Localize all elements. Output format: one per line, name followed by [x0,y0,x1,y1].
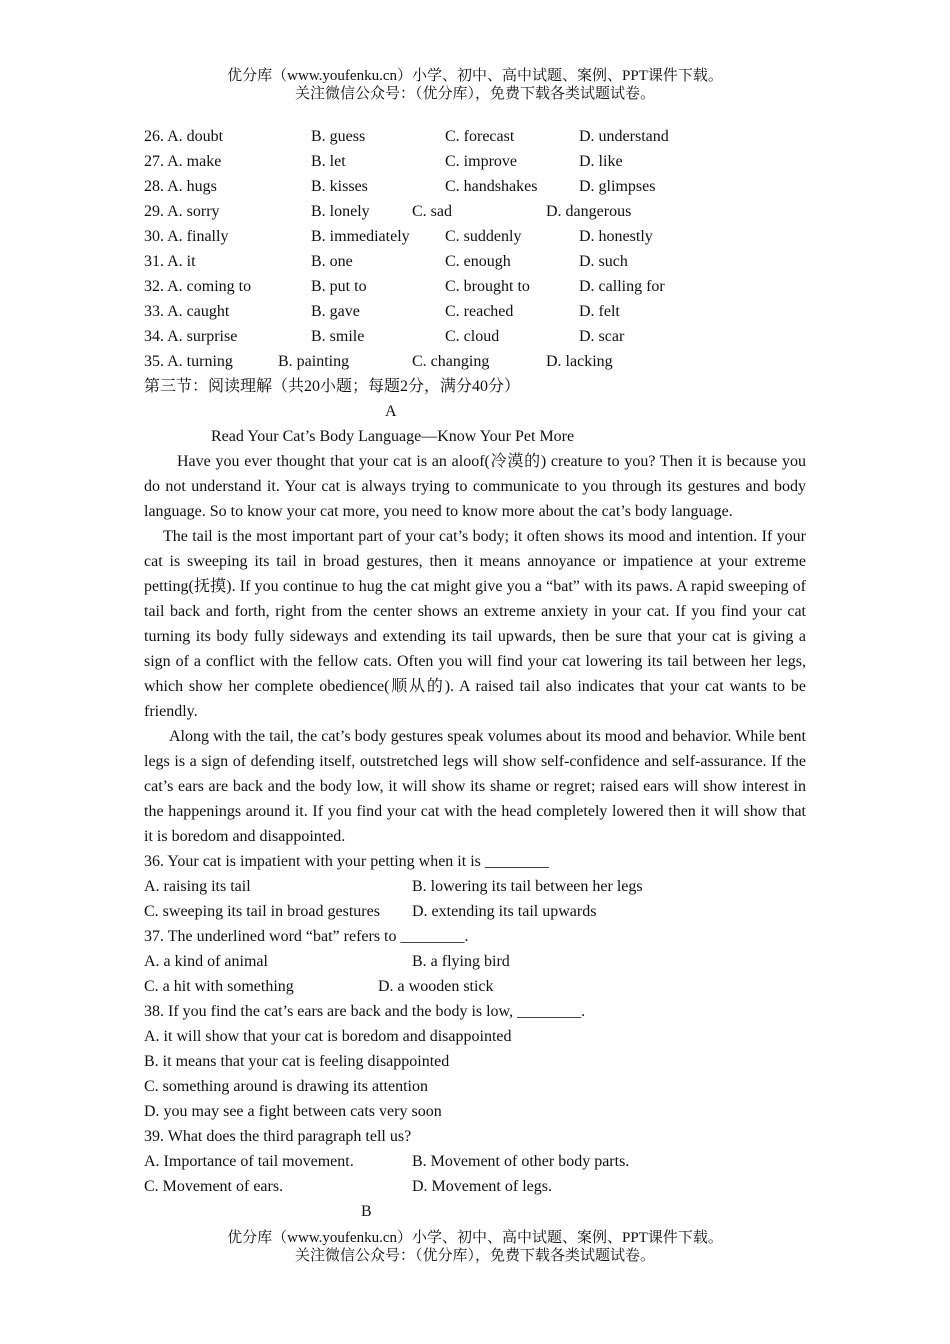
option-a: 33. A. caught [144,303,230,320]
cloze-item-32 [144,274,806,299]
option-b: B. a flying bird [412,953,510,970]
footer-line-2: 关注微信公众号：（优分库），免费下载各类试题试卷。 [294,1248,655,1264]
cloze-options [144,124,806,374]
option-row [144,899,806,924]
option-a: 34. A. surprise [144,328,238,345]
page-header-top [0,67,950,103]
passage-a-paragraph-3: Along with the tail, the cat’s body gestures speak volumes about its mood and behavior. While bent legs is a sign of defending itself, outstretched legs will show self-confidence and self-assurance. If the cat’s ears are back and the body low, it will show its shame or regret; raised ears will show interest in the happenings around it. If you find your cat with the head completely lowered then it will show that it is boredom and disappointed. [144,728,806,845]
option-b: B. lonely [311,203,370,220]
option-a: 28. A. hugs [144,178,217,195]
cloze-item-34 [144,324,806,349]
passage-b-label: B [361,1203,372,1220]
option-c: C. brought to [445,278,530,295]
option-b: B. lowering its tail between her legs [412,878,643,895]
option-c: C. sad [412,203,452,220]
footer-line-1: 优分库（www.youfenku.cn）小学、初中、高中试题、案例、PPT课件下载。 [227,1230,723,1246]
option-d: D. such [579,253,628,270]
option-a: 30. A. finally [144,228,229,245]
option-a: A. a kind of animal [144,953,268,970]
option-b: B. put to [311,278,367,295]
option-d: D. calling for [579,278,665,295]
question-39 [144,1124,806,1199]
option-c: C. reached [445,303,514,320]
question-38 [144,999,806,1124]
option-a: 32. A. coming to [144,278,252,295]
option-a: 35. A. turning [144,353,233,370]
option-d: D. extending its tail upwards [412,903,597,920]
option-d: D. you may see a fight between cats very soon [144,1103,442,1120]
passage-a-title: Read Your Cat’s Body Language—Know Your Pet More [211,428,575,445]
option-c: C. enough [445,253,511,270]
option-row [144,949,806,974]
option-row [144,1174,806,1199]
option-a: 29. A. sorry [144,203,220,220]
option-d: D. glimpses [579,178,656,195]
option-d: D. understand [579,128,669,145]
option-c: C. Movement of ears. [144,1178,284,1195]
option-d: D. Movement of legs. [412,1178,552,1195]
option-b: B. let [311,153,346,170]
option-b: B. one [311,253,353,270]
header-line-1: 优分库（www.youfenku.cn）小学、初中、高中试题、案例、PPT课件下载。 [227,68,723,84]
option-d: D. a wooden stick [378,978,494,995]
option-c: C. handshakes [445,178,538,195]
option-a: 26. A. doubt [144,128,224,145]
option-a: A. raising its tail [144,878,251,895]
option-b: B. guess [311,128,366,145]
option-row [144,1149,806,1174]
question-stem: 37. The underlined word “bat” refers to ________. [144,928,469,945]
option-c: C. forecast [445,128,515,145]
page-header-bottom [0,1229,950,1265]
option-a: 27. A. make [144,153,222,170]
exam-content [144,124,806,1224]
cloze-item-33 [144,299,806,324]
option-b: B. it means that your cat is feeling disappointed [144,1053,450,1070]
option-d: D. felt [579,303,620,320]
option-d: D. scar [579,328,625,345]
option-a: A. Importance of tail movement. [144,1153,354,1170]
option-d: D. like [579,153,623,170]
option-c: C. sweeping its tail in broad gestures [144,903,380,920]
question-stem: 39. What does the third paragraph tell us? [144,1128,412,1145]
passage-a-paragraph-2: The tail is the most important part of your cat’s body; it often shows its mood and intention. If your cat is sweeping its tail in broad gestures, then it means annoyance or impatience at your extreme petting(抚摸). If you continue to hug the cat might give you a “bat” with its paws. A rapid sweeping of tail back and forth, right from the center shows an extreme anxiety in your cat. If you find your cat turning its body fully sideways and extending its tail upwards, then be sure that your cat is giving a sign of a conflict with the fellow cats. Often you will find your cat lowering its tail between her legs, which show her complete obedience(顺从的). A raised tail also indicates that your cat wants to be friendly. [144,528,806,720]
option-d: D. lacking [546,353,613,370]
option-row [144,874,806,899]
option-d: D. dangerous [546,203,632,220]
passage-a-label: A [385,403,397,420]
option-d: D. honestly [579,228,653,245]
option-row [144,974,806,999]
cloze-item-28 [144,174,806,199]
option-c: C. a hit with something [144,978,294,995]
question-stem: 36. Your cat is impatient with your petting when it is ________ [144,853,549,870]
option-c: C. improve [445,153,517,170]
cloze-item-31 [144,249,806,274]
question-37 [144,924,806,999]
option-b: B. painting [278,353,350,370]
option-b: B. Movement of other body parts. [412,1153,630,1170]
section-title: 第三节：阅读理解（共20小题；每题2分，满分40分） [144,378,521,395]
cloze-item-27 [144,149,806,174]
cloze-item-26 [144,124,806,149]
option-a: A. it will show that your cat is boredom and disappointed [144,1028,512,1045]
option-b: B. kisses [311,178,368,195]
question-36 [144,849,806,924]
option-c: C. something around is drawing its attention [144,1078,428,1095]
header-line-2: 关注微信公众号：（优分库），免费下载各类试题试卷。 [294,86,655,102]
passage-a-paragraph-1: Have you ever thought that your cat is an aloof(冷漠的) creature to you? Then it is because you do not understand it. Your cat is always trying to communicate to you through its gestures and body language. So to know your cat more, you need to know more about the cat’s body language. [144,453,806,520]
option-b: B. gave [311,303,360,320]
cloze-item-35 [144,349,806,374]
option-c: C. suddenly [445,228,522,245]
cloze-item-29 [144,199,806,224]
option-a: 31. A. it [144,253,196,270]
option-c: C. changing [412,353,490,370]
option-b: B. immediately [311,228,410,245]
cloze-item-30 [144,224,806,249]
question-stem: 38. If you find the cat’s ears are back and the body is low, ________. [144,1003,586,1020]
option-b: B. smile [311,328,365,345]
option-c: C. cloud [445,328,500,345]
